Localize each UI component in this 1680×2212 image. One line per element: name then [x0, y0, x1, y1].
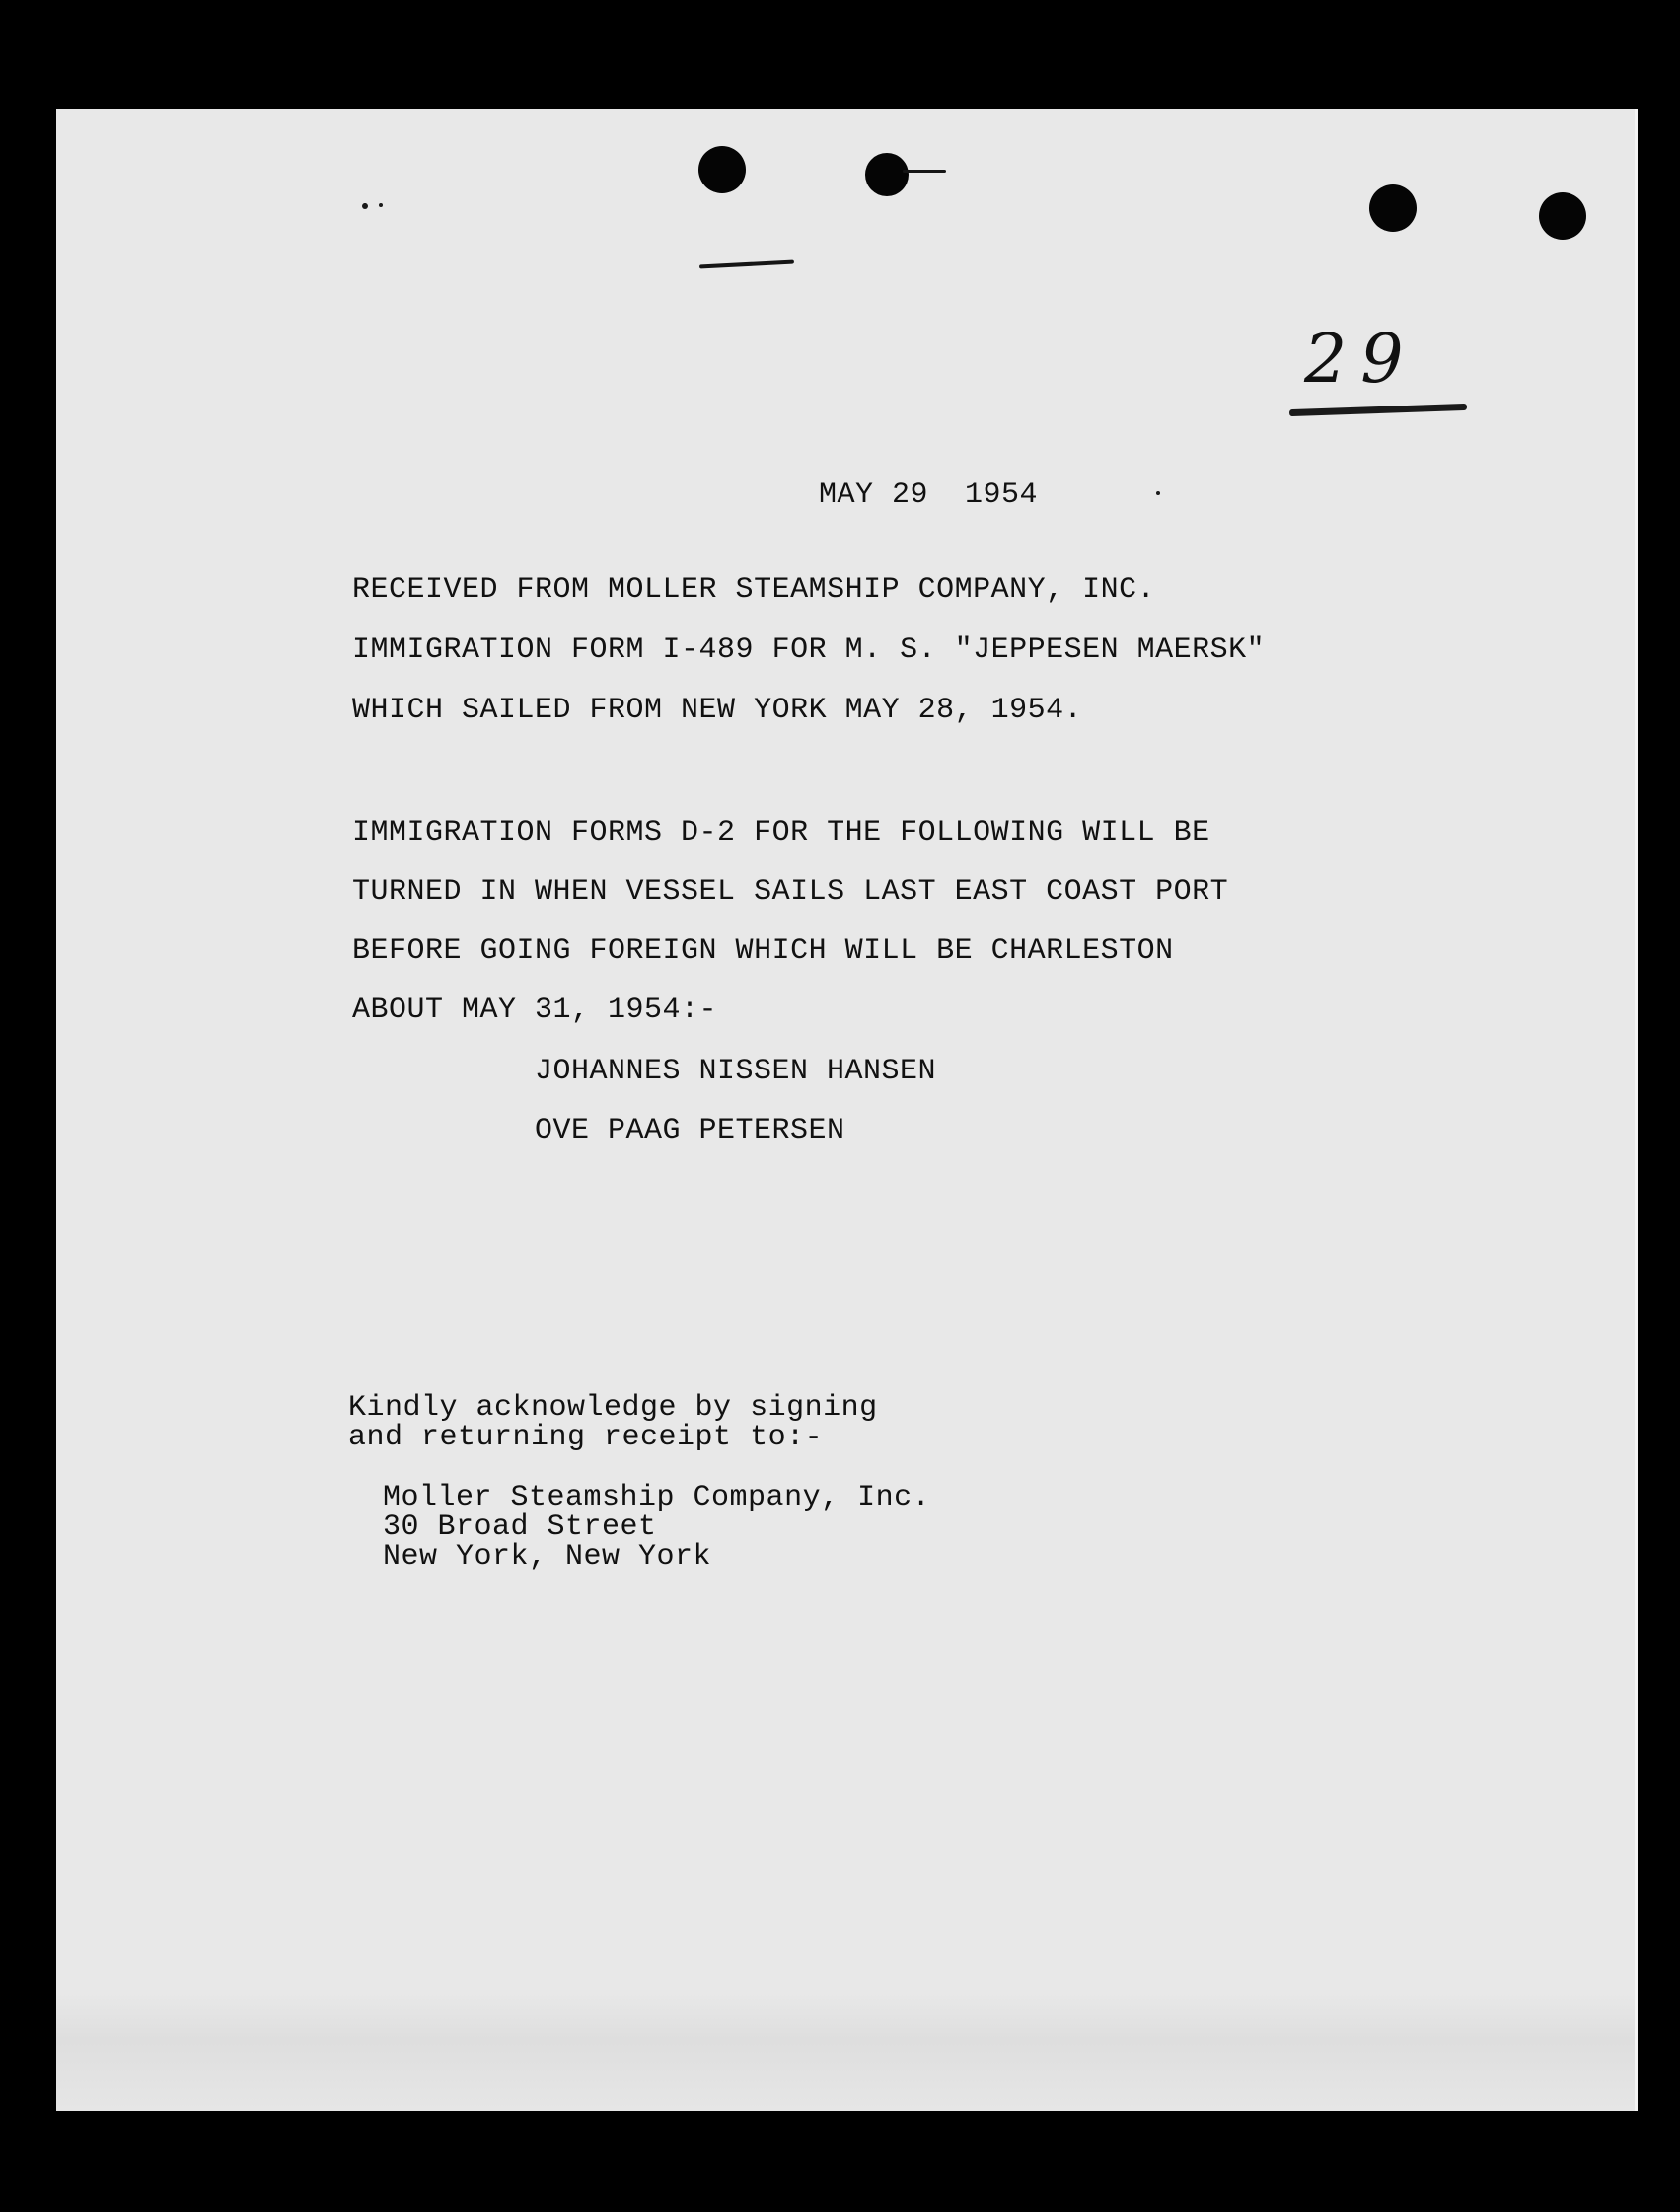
acknowledge-line: and returning receipt to:-: [348, 1421, 824, 1454]
page-fold-shadow: [56, 1993, 1635, 2111]
pen-stroke: [699, 259, 794, 268]
forms-note-line: TURNED IN WHEN VESSEL SAILS LAST EAST COAST PORT: [352, 875, 1229, 909]
receipt-line: RECEIVED FROM MOLLER STEAMSHIP COMPANY, INC.: [352, 573, 1156, 607]
speck: [362, 203, 368, 209]
ink-mark: [903, 170, 946, 173]
punch-hole: [698, 146, 746, 193]
crew-name: JOHANNES NISSEN HANSEN: [535, 1055, 937, 1088]
page-number: 29: [1304, 321, 1418, 399]
punch-hole: [865, 153, 909, 196]
address-line: 30 Broad Street: [383, 1511, 657, 1544]
receipt-line: WHICH SAILED FROM NEW YORK MAY 28, 1954.: [352, 694, 1083, 727]
forms-note-line: BEFORE GOING FOREIGN WHICH WILL BE CHARLESTON: [352, 934, 1174, 968]
acknowledge-line: Kindly acknowledge by signing: [348, 1391, 878, 1425]
forms-note-line: IMMIGRATION FORMS D-2 FOR THE FOLLOWING WILL BE: [352, 816, 1210, 849]
speck: [379, 203, 383, 207]
page-number-underline: [1289, 404, 1467, 416]
punch-hole: [1369, 184, 1417, 232]
address-line: Moller Steamship Company, Inc.: [383, 1481, 931, 1514]
forms-note-line: ABOUT MAY 31, 1954:-: [352, 994, 718, 1027]
crew-name: OVE PAAG PETERSEN: [535, 1114, 845, 1147]
receipt-line: IMMIGRATION FORM I-489 FOR M. S. "JEPPESEN MAERSK": [352, 633, 1266, 667]
address-line: New York, New York: [383, 1540, 712, 1574]
document-page: [56, 109, 1638, 2111]
document-date: MAY 29 1954: [819, 479, 1039, 512]
punch-hole: [1539, 192, 1586, 240]
speck: [1156, 491, 1160, 495]
